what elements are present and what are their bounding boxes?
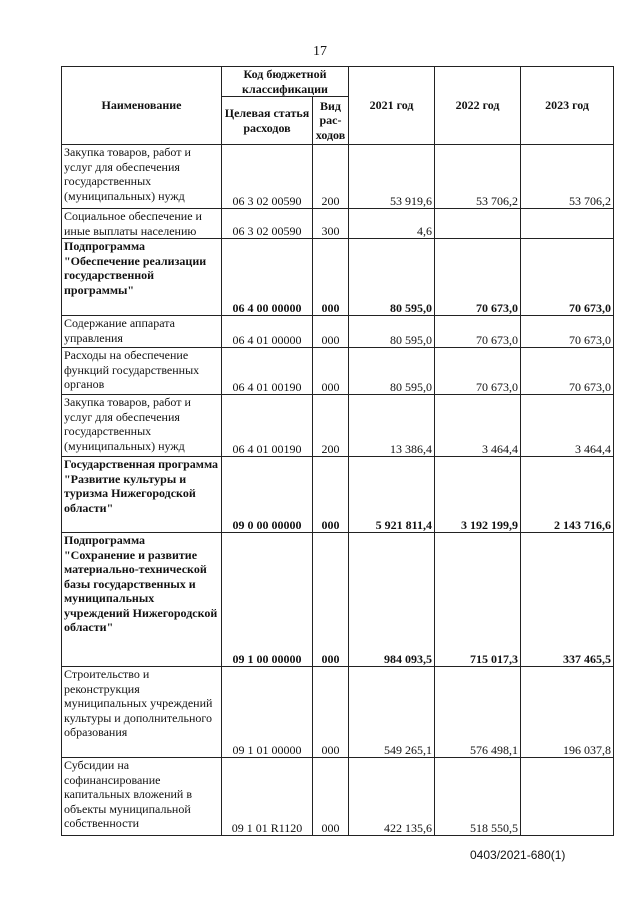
row-2023-cell: 196 037,8 — [521, 667, 614, 758]
row-2021-cell: 984 093,5 — [349, 533, 435, 667]
row-kind-cell: 000 — [313, 457, 349, 533]
row-2023-cell: 70 673,0 — [521, 348, 614, 395]
row-name-cell: Содержание аппарата управления — [62, 316, 222, 348]
row-kind-cell: 000 — [313, 348, 349, 395]
row-target-cell: 06 4 01 00190 — [222, 395, 313, 457]
row-name-cell: Расходы на обеспечение функций государственных органов — [62, 348, 222, 395]
row-2022-cell — [435, 209, 521, 239]
row-kind-cell: 000 — [313, 667, 349, 758]
row-target-cell: 06 3 02 00590 — [222, 145, 313, 209]
row-target-cell: 06 4 01 00000 — [222, 316, 313, 348]
header-code-group: Код бюджетной классификации — [222, 67, 349, 97]
row-2022-cell: 715 017,3 — [435, 533, 521, 667]
table-row — [62, 145, 614, 209]
table-row — [62, 457, 614, 533]
row-2021-cell: 5 921 811,4 — [349, 457, 435, 533]
row-2022-cell: 70 673,0 — [435, 316, 521, 348]
row-target-cell: 09 0 00 00000 — [222, 457, 313, 533]
header-name: Наименование — [62, 67, 222, 145]
row-name-cell: Подпрограмма "Сохранение и развитие материально-технической базы государственных и муниципальных учреждений Нижегородской области" — [62, 533, 222, 667]
row-target-cell: 09 1 01 R1120 — [222, 758, 313, 836]
row-2023-cell — [521, 209, 614, 239]
header-2022: 2022 год — [435, 67, 521, 145]
header-2023: 2023 год — [521, 67, 614, 145]
row-2023-cell: 337 465,5 — [521, 533, 614, 667]
row-target-cell: 09 1 01 00000 — [222, 667, 313, 758]
row-2021-cell: 80 595,0 — [349, 316, 435, 348]
row-name-cell: Государственная программа "Развитие культуры и туризма Нижегородской области" — [62, 457, 222, 533]
row-target-cell: 06 4 00 00000 — [222, 239, 313, 316]
table-row — [62, 316, 614, 348]
budget-table — [61, 66, 614, 836]
row-2021-cell: 549 265,1 — [349, 667, 435, 758]
header-target-article: Целевая статья расходов — [222, 97, 313, 145]
table-row — [62, 239, 614, 316]
row-name-cell: Закупка товаров, работ и услуг для обеспечения государственных (муниципальных) нужд — [62, 395, 222, 457]
row-kind-cell: 000 — [313, 239, 349, 316]
row-2021-cell: 80 595,0 — [349, 239, 435, 316]
row-2021-cell: 4,6 — [349, 209, 435, 239]
row-2023-cell: 3 464,4 — [521, 395, 614, 457]
row-2022-cell: 3 464,4 — [435, 395, 521, 457]
row-2023-cell: 70 673,0 — [521, 239, 614, 316]
row-2022-cell: 70 673,0 — [435, 348, 521, 395]
row-target-cell: 09 1 00 00000 — [222, 533, 313, 667]
row-2022-cell: 518 550,5 — [435, 758, 521, 836]
row-kind-cell: 000 — [313, 758, 349, 836]
table-row — [62, 533, 614, 667]
row-2021-cell: 13 386,4 — [349, 395, 435, 457]
header-expense-kind: Вид рас- ходов — [313, 97, 349, 145]
row-2021-cell: 422 135,6 — [349, 758, 435, 836]
row-2023-cell: 70 673,0 — [521, 316, 614, 348]
row-2023-cell: 2 143 716,6 — [521, 457, 614, 533]
table-row — [62, 667, 614, 758]
table-row — [62, 758, 614, 836]
row-kind-cell: 200 — [313, 395, 349, 457]
row-2022-cell: 53 706,2 — [435, 145, 521, 209]
row-kind-cell: 000 — [313, 316, 349, 348]
row-target-cell: 06 3 02 00590 — [222, 209, 313, 239]
row-kind-cell: 000 — [313, 533, 349, 667]
row-2021-cell: 53 919,6 — [349, 145, 435, 209]
table-row — [62, 209, 614, 239]
document-code: 0403/2021-680(1) — [470, 848, 566, 862]
row-name-cell: Подпрограмма "Обеспечение реализации государственной программы" — [62, 239, 222, 316]
table-row — [62, 348, 614, 395]
row-2021-cell: 80 595,0 — [349, 348, 435, 395]
row-2023-cell — [521, 758, 614, 836]
row-kind-cell: 300 — [313, 209, 349, 239]
header-2021: 2021 год — [349, 67, 435, 145]
row-name-cell: Закупка товаров, работ и услуг для обеспечения государственных (муниципальных) нужд — [62, 145, 222, 209]
row-kind-cell: 200 — [313, 145, 349, 209]
row-2023-cell: 53 706,2 — [521, 145, 614, 209]
table-row — [62, 395, 614, 457]
row-target-cell: 06 4 01 00190 — [222, 348, 313, 395]
row-2022-cell: 3 192 199,9 — [435, 457, 521, 533]
row-name-cell: Строительство и реконструкция муниципальных учреждений культуры и дополнительного образования — [62, 667, 222, 758]
row-2022-cell: 70 673,0 — [435, 239, 521, 316]
row-name-cell: Субсидии на софинансирование капитальных вложений в объекты муниципальной собственности — [62, 758, 222, 836]
page-number: 17 — [313, 44, 327, 59]
row-2022-cell: 576 498,1 — [435, 667, 521, 758]
row-name-cell: Социальное обеспечение и иные выплаты населению — [62, 209, 222, 239]
